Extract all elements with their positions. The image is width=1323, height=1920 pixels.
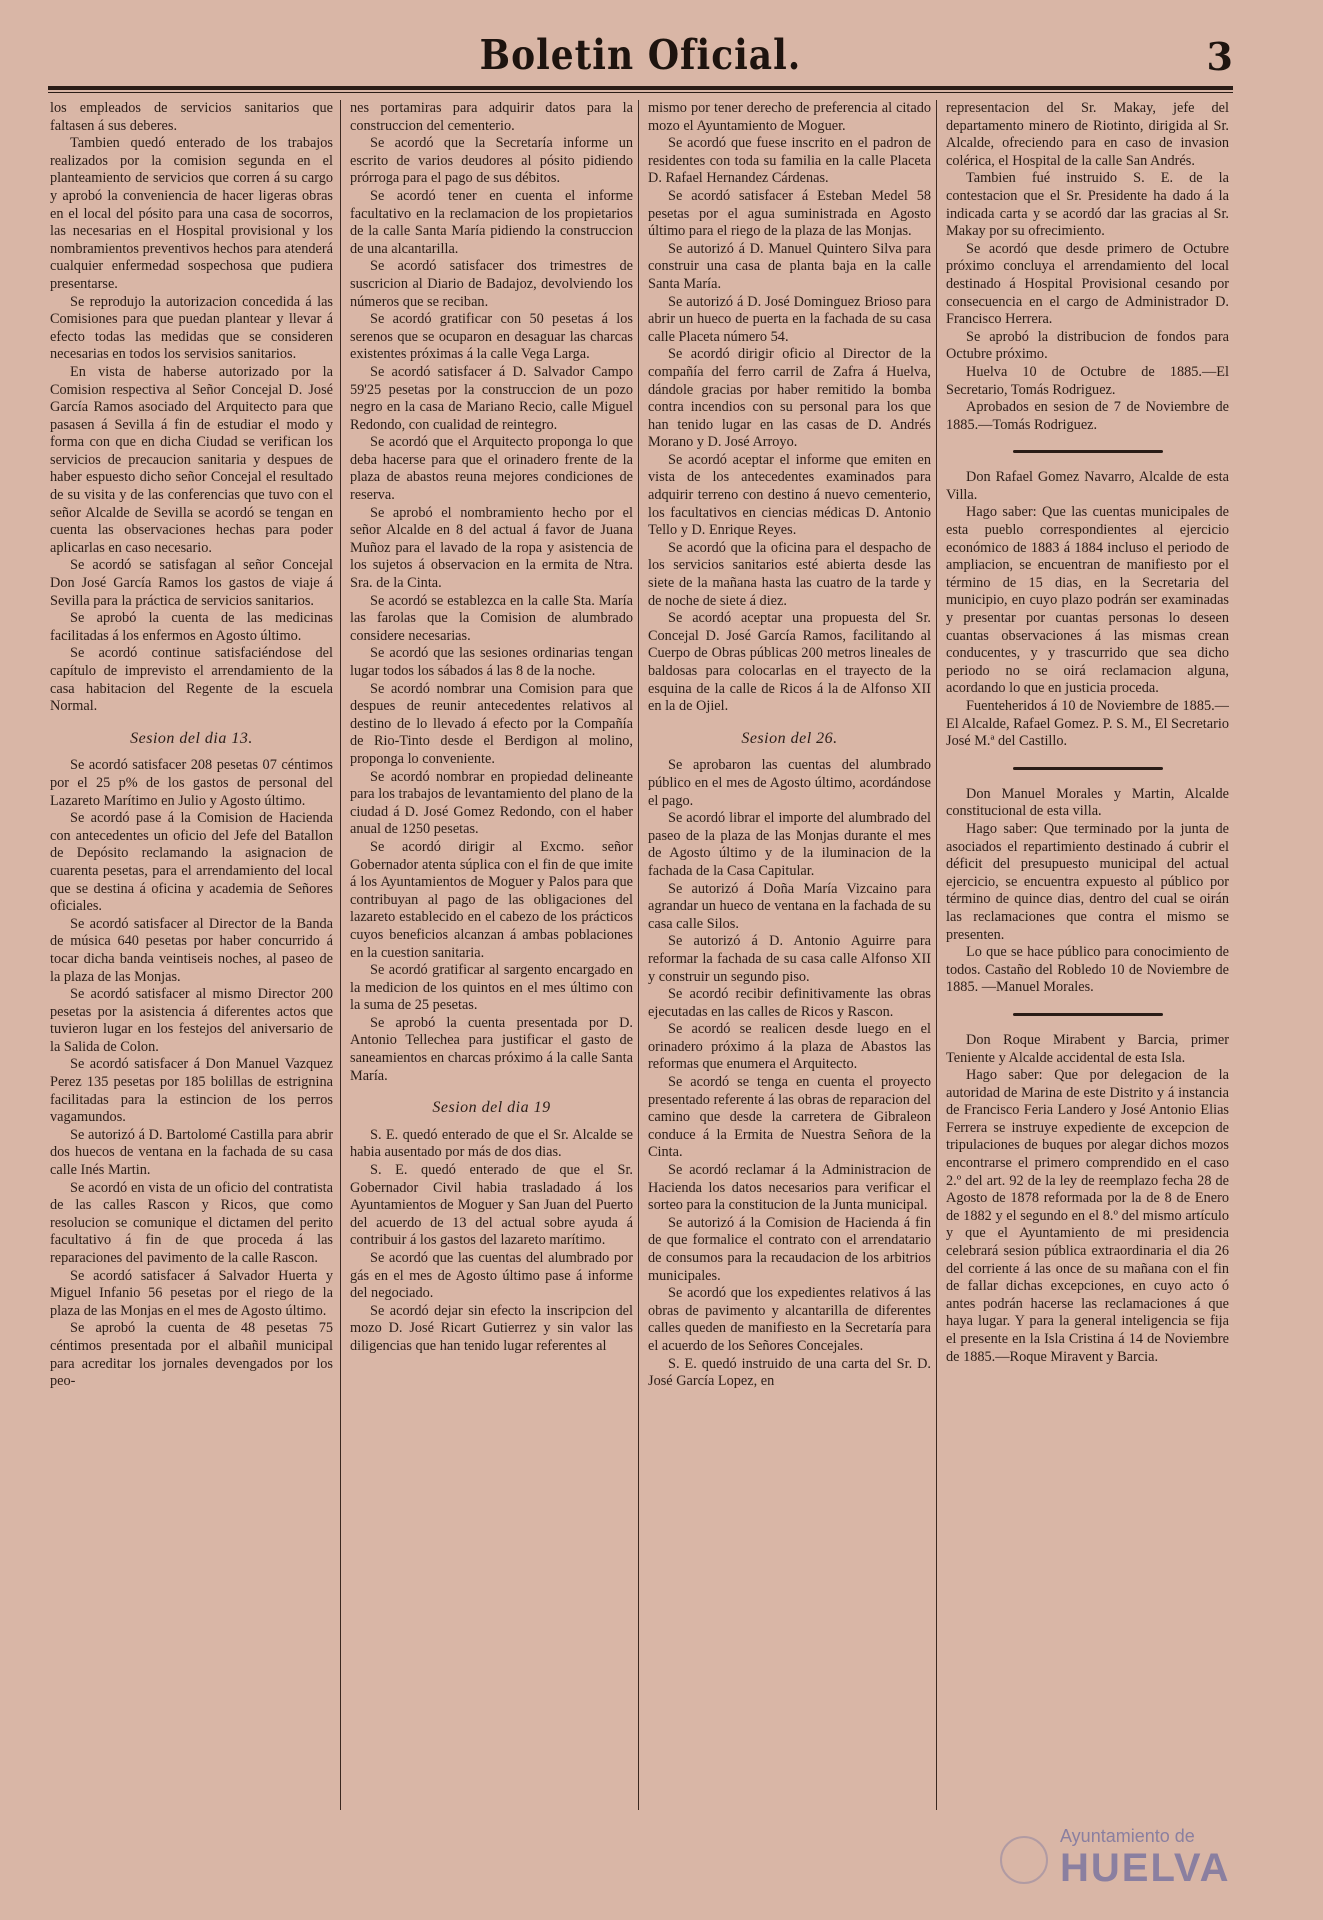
paragraph: Hago saber: Que por delegacion de la autoridad de Marina de este Distrito y á instancia de Francisco Feria Landero y José Antonio Elias Ferrera se instruye expediente de excepcion de tripulaciones de buques por alegar dichos mozos encontrarse el primero comprendido en el caso 2.º del art. 92 de la ley de reemplazo fecha 28 de Agosto de 1878 reformada por la de 8 de Enero de 1882 y el segundo en el 8.º del mismo artículo y que el Ayuntamiento de mi presidencia celebrará sesion pública extraordinaria el dia 26 del corriente á las once de su mañana con el fin de fallar dichas excepciones, en cuyo acto ó antes podrán hacerse las reclamaciones á que haya lugar. Y para la general inteligencia se fija el presente en la Isla Cristina á 14 de Noviembre de 1885.—Roque Miravent y Barcia. [946,1067,1229,1365]
session-heading: Sesion del dia 19 [432,1099,551,1117]
paragraph: Se aprobó el nombramiento hecho por el señor Alcalde en 8 del actual á favor de Juana Muñoz para el lavado de la ropa y asistencia de los sujetos á observacion en la ermita de Ntra. Sra. de la Cinta. [350,504,633,592]
paragraph: Se reprodujo la autorizacion concedida á las Comisiones para que puedan plantear y llevar á efecto todas las medidas que se consideren necesarias en todos los servisios sanitarios. [50,293,333,363]
paragraph: Se autorizó á D. Manuel Quintero Silva para construir una casa de planta baja en la calle Santa María. [648,240,931,292]
paragraph: Se acordó dejar sin efecto la inscripcion del mozo D. José Ricart Gutierrez y sin valor las diligencias que han tenido lugar referentes al [350,1302,633,1354]
paragraph: Se aprobaron las cuentas del alumbrado público en el mes de Agosto último, acordándose el pago. [648,757,931,809]
section-separator [1013,450,1163,453]
paragraph: Se acordó que el Arquitecto proponga lo que deba hacerse para que el orinadero frente de la plaza de abastos reuna mejores condiciones de reserva. [350,434,633,504]
watermark-line2: HUELVA [1060,1846,1231,1890]
section-separator [1013,1013,1163,1016]
paragraph: nes portamiras para adquirir datos para la construccion del cementerio. [350,100,633,134]
paragraph: Hago saber: Que las cuentas municipales de esta pueblo correspondientes al ejercicio económico de 1883 á 1884 incluso el periodo de ampliacion, se encuentran de manifiesto por el término de 15 dias, en la Secretaria del municipio, en cuyo plazo podrán ser examinadas y presentar por cuantas personas lo deseen cuantas observaciones á las mismas crean conducentes, y y trascurrido que sea dicho periodo no se oirá reclamacion alguna, acordando lo que en justicia proceda. [946,504,1229,697]
paragraph: Se acordó gratificar con 50 pesetas á los serenos que se ocuparon en desaguar las charcas existentes próximas á la calle Vega Larga. [350,311,633,363]
paragraph: Se acordó tener en cuenta el informe facultativo en la reclamacion de los propietarios de la calle Santa María pidiendo la construccion de una alcantarilla. [350,187,633,257]
paragraph: Se acordó que las cuentas del alumbrado por gás en el mes de Agosto último pase á informe del negociado. [350,1250,633,1302]
paragraph: Se aprobó la cuenta presentada por D. Antonio Tellechea para justificar el gasto de saneamientos en charcas próximo á la calle Santa María. [350,1014,633,1084]
column-3 [648,100,931,1810]
session-heading: Sesion del 26. [741,729,838,747]
paragraph: Se acordó se realicen desde luego en el orinadero próximo á la plaza de Abastos las reformas que enumera el Arquitecto. [648,1021,931,1073]
paragraph: Se acordó satisfacer á Salvador Huerta y Miguel Infanio 56 pesetas por el riego de la plaza de las Monjas en el mes de Agosto último. [50,1267,333,1319]
paragraph: Se acordó se establezca en la calle Sta. María las farolas que la Comision de alumbrado considere necesarias. [350,592,633,644]
paragraph: Se acordó continue satisfaciéndose del capítulo de imprevisto el arrendamiento de la casa habitacion del Regente de la escuela Normal. [50,645,333,715]
paragraph: Se autorizó á D. José Dominguez Brioso para abrir un hueco de puerta en la fachada de su casa calle Placeta número 54. [648,293,931,345]
edict-heading: Don Roque Mirabent y Barcia, primer Teniente y Alcalde accidental de esta Isla. [946,1031,1229,1066]
paragraph: Se acordó nombrar en propiedad delineante para los trabajos de levantamiento del plano de la ciudad á D. José Gomez Redondo, con el haber anual de 1250 pesetas. [350,768,633,838]
paragraph: Aprobados en sesion de 7 de Noviembre de 1885.—Tomás Rodriguez. [946,399,1229,433]
page-number: 3 [1206,34,1233,79]
paragraph: Se acordó pase á la Comision de Hacienda con antecedentes un oficio del Jefe del Batallon de Depósito reclamando la asignacion de cuarenta pesetas, para el arrendamiento del local que se destina á oficina y academia de Señores oficiales. [50,810,333,915]
paragraph: Se acordó satisfacer á Esteban Medel 58 pesetas por el agua suministrada en Agosto último para el riego de la plaza de las Monjas. [648,187,931,240]
column-2 [350,100,633,1810]
column-divider [936,100,937,1810]
paragraph: Se acordó que los expedientes relativos á las obras de pavimento y alcantarilla de diferentes calles queden de manifiesto en la Secretaría para el acuerdo de los Señores Concejales. [648,1285,931,1354]
session-heading: Sesion del dia 13. [130,729,253,747]
paragraph: Se acordó dirigir al Excmo. señor Gobernador atenta súplica con el fin de que imite á los Ayuntamientos de Moguer y Palos para que contribuyan al pago de las obligaciones del lazareto establecido en el cabezo de los prácticos cuyos beneficios alcanzan á ambas poblaciones en la cuestion sanitaria. [350,838,633,961]
paragraph: Se autorizó á Doña María Vizcaino para agrandar un hueco de ventana en la fachada de su casa calle Silos. [648,880,931,932]
paragraph: Se acordó nombrar una Comision para que despues de reunir antecedentes relativos al destino de lo llevado á efecto por la Compañía de Rio-Tinto desde el Berdigon al molino, proponga lo conveniente. [350,680,633,767]
watermark-line1: Ayuntamiento de [1060,1826,1195,1846]
paragraph: S. E. quedó enterado de que el Sr. Alcalde se habia ausentado por más de dos dias. [350,1126,633,1161]
paragraph: Se acordó se satisfagan al señor Concejal Don José García Ramos los gastos de viaje á Sevilla para la práctica de servicios sanitarios. [50,557,333,609]
paragraph: Hago saber: Que terminado por la junta de asociados el repartimiento destinado á cubrir el déficit del presupuesto municipal del actual ejercicio, se encuentra expuesto al público por término de quince dias, dentro del cual se oirán las reclamaciones que contra el mismo se presenten. [946,820,1229,943]
paragraph: Se aprobó la cuenta de 48 pesetas 75 céntimos presentada por el albañil municipal para acreditar los jornales devengados por los peo- [50,1320,333,1390]
paragraph: Se acordó recibir definitivamente las obras ejecutadas en las calles de Ricos y Rascon. [648,986,931,1020]
header-rule [48,86,1233,90]
paragraph: Se autorizó á la Comision de Hacienda á fin de que formalice el contrato con el arrendatario de consumos para la recaudacion de los arbitrios municipales. [648,1214,931,1284]
paragraph: Huelva 10 de Octubre de 1885.—El Secretario, Tomás Rodriguez. [946,363,1229,398]
paragraph: representacion del Sr. Makay, jefe del departamento minero de Riotinto, dirigida al Sr. Alcalde, ofreciendo para en caso de invasion colérica, el Hospital de la calle San Andrés. [946,100,1229,169]
paragraph: Se acordó que las sesiones ordinarias tengan lugar todos los sábados á las 8 de la noche. [350,645,633,679]
paragraph: Se acordó gratificar al sargento encargado en la medicion de los quintos en el mes último con la suma de 25 pesetas. [350,962,633,1014]
edict-heading: Don Rafael Gomez Navarro, Alcalde de esta Villa. [946,469,1229,503]
paragraph: Se acordó dirigir oficio al Director de la compañía del ferro carril de Zafra á Huelva, dándole gracias por haber remitido la bomba contra incendios con su personal para los que han tenido lugar en las casas de D. Andrés Morano y D. José Arroyo. [648,346,931,451]
section-separator [1013,767,1163,770]
paragraph: Se acordó se tenga en cuenta el proyecto presentado referente á las obras de reparacion del camino que desde la carretera de Gibraleon conduce á la Ermita de Nuestra Señora de la Cinta. [648,1074,931,1161]
paragraph: mismo por tener derecho de preferencia al citado mozo el Ayuntamiento de Moguer. [648,100,931,134]
paragraph: S. E. quedó instruido de una carta del Sr. D. José García Lopez, en [648,1355,931,1390]
paragraph: Se aprobó la cuenta de las medicinas facilitadas á los enfermos en Agosto último. [50,610,333,644]
archive-seal-icon [1000,1836,1048,1884]
paragraph: Se acordó que la Secretaría informe un escrito de varios deudores al pósito pidiendo prórroga para el pago de sus débitos. [350,135,633,187]
paragraph: Se acordó aceptar una propuesta del Sr. Concejal D. José García Ramos, facilitando al Cuerpo de Obras públicas 200 metros lineales de baldosas para colocarlas en el trayecto de la esquina de la calle de Ricos á la de Alfonso XII en la de Ojiel. [648,610,931,715]
paragraph: En vista de haberse autorizado por la Comision respectiva al Señor Concejal D. José García Ramos asociado del Arquitecto para que pasasen á Sevilla á fin de estudiar el modo y forma con que en dicha Ciudad se verifican los servicios de precaucion sanitaria y despues de haber espuesto dicho señor Concejal el resultado de su visita y de las conferencias que tuvo con el señor Alcalde de Sevilla se acordó se tengan en cuenta las observaciones hechas para poder aplicarlas en caso necesario. [50,363,333,556]
paragraph: Lo que se hace público para conocimiento de todos. Castaño del Robledo 10 de Noviembre de 1885. —Manuel Morales. [946,944,1229,996]
paragraph: Se acordó satisfacer dos trimestres de suscricion al Diario de Badajoz, devolviendo los números que se reciban. [350,258,633,310]
paragraph: Fuenteheridos á 10 de Noviembre de 1885.—El Alcalde, Rafael Gomez. P. S. M., El Secretario José M.ª del Castillo. [946,698,1229,750]
paragraph: Se autorizó á D. Bartolomé Castilla para abrir dos huecos de ventana en la fachada de su casa calle Inés Martin. [50,1126,333,1179]
paragraph: Se acordó que fuese inscrito en el padron de residentes con toda su familia en la calle Placeta D. Rafael Hernandez Cárdenas. [648,135,931,187]
paragraph: Se acordó aceptar el informe que emiten en vista de los antecedentes examinados para adquirir terreno con destino á nuevo cementerio, los facultativos en ciencias médicas D. Antonio Tello y D. Enrique Reyes. [648,451,931,539]
paragraph: Se acordó que la oficina para el despacho de los servicios sanitarios esté abierta desde las siete de la mañana hasta las cuatro de la tarde y de noche de siete á diez. [648,539,931,609]
edict-heading: Don Manuel Morales y Martin, Alcalde constitucional de esta villa. [946,785,1229,820]
paragraph: Se acordó satisfacer á Don Manuel Vazquez Perez 135 pesetas por 185 bolillas de estrignina facilitadas para la estincion de los perros vagamundos. [50,1056,333,1126]
column-4 [946,100,1229,1810]
paragraph: Se acordó satisfacer al mismo Director 200 pesetas por la asistencia á diferentes actos que tuvieron lugar en los festejos del aniversario de la Salida de Colon. [50,986,333,1055]
masthead-title: Boletin Oficial. [479,30,802,80]
paragraph: Se autorizó á D. Antonio Aguirre para reformar la fachada de su casa calle Alfonso XII y construir un segundo piso. [648,933,931,985]
paragraph: Se acordó satisfacer al Director de la Banda de música 640 pesetas por haber concurrido á tocar dicha banda veintiseis noches, al paseo de la plaza de las Monjas. [50,915,333,985]
paragraph: Se acordó librar el importe del alumbrado del paseo de la plaza de las Monjas durante el mes de Agosto último y de la iluminacion de la fachada de la Casa Capitular. [648,810,931,879]
paragraph: Se acordó en vista de un oficio del contratista de las calles Rascon y Ricos, que como resolucion se comunique el dictamen del perito facultativo á fin de que proceda á las reparaciones del pavimento de la calle Rascon. [50,1179,333,1266]
paragraph: Se acordó reclamar á la Administracion de Hacienda los datos necesarios para verificar el sorteo para la constitucion de la Junta municipal. [648,1162,931,1214]
paragraph: Tambien quedó enterado de los trabajos realizados por la comision segunda en el planteamiento de servicios que corren á su cargo y aprobó la conveniencia de hacer ligeras obras en el local del pósito para una casa de socorros, las necesarias en el Hospital provisional y los nombramientos preventivos hechos para atenderá cualquier enfermedad sospechosa que pudiera presentarse. [50,135,333,292]
paragraph: Tambien fué instruido S. E. de la contestacion que el Sr. Presidente ha dado á la indicada carta y se acordó dar las gracias al Sr. Makay por su ofrecimiento. [946,170,1229,240]
column-divider [340,100,341,1810]
paragraph: los empleados de servicios sanitarios que faltasen á sus deberes. [50,100,333,134]
paragraph: Se acordó que desde primero de Octubre próximo concluya el arrendamiento del local destinado á Hospital Provisional cesando por consecuencia en el cargo de Administrador D. Francisco Herrera. [946,240,1229,328]
paragraph: Se acordó satisfacer á D. Salvador Campo 59'25 pesetas por la construccion de un pozo negro en la casa de Mariano Recio, calle Miguel Redondo, con cualidad de reintegro. [350,363,633,433]
column-1 [50,100,333,1810]
column-divider [638,100,639,1810]
header-rule-thin [48,92,1233,93]
paragraph: S. E. quedó enterado de que el Sr. Gobernador Civil habia trasladado á los Ayuntamientos de Moguer y San Juan del Puerto del acuerdo de 13 del actual sobre ayuda á contribuir á los gastos del lazareto marítimo. [350,1162,633,1249]
paragraph: Se acordó satisfacer 208 pesetas 07 céntimos por el 25 p% de los gastos de personal del Lazareto Marítimo en Julio y Agosto último. [50,757,333,809]
paragraph: Se aprobó la distribucion de fondos para Octubre próximo. [946,328,1229,363]
page-header [48,30,1233,84]
